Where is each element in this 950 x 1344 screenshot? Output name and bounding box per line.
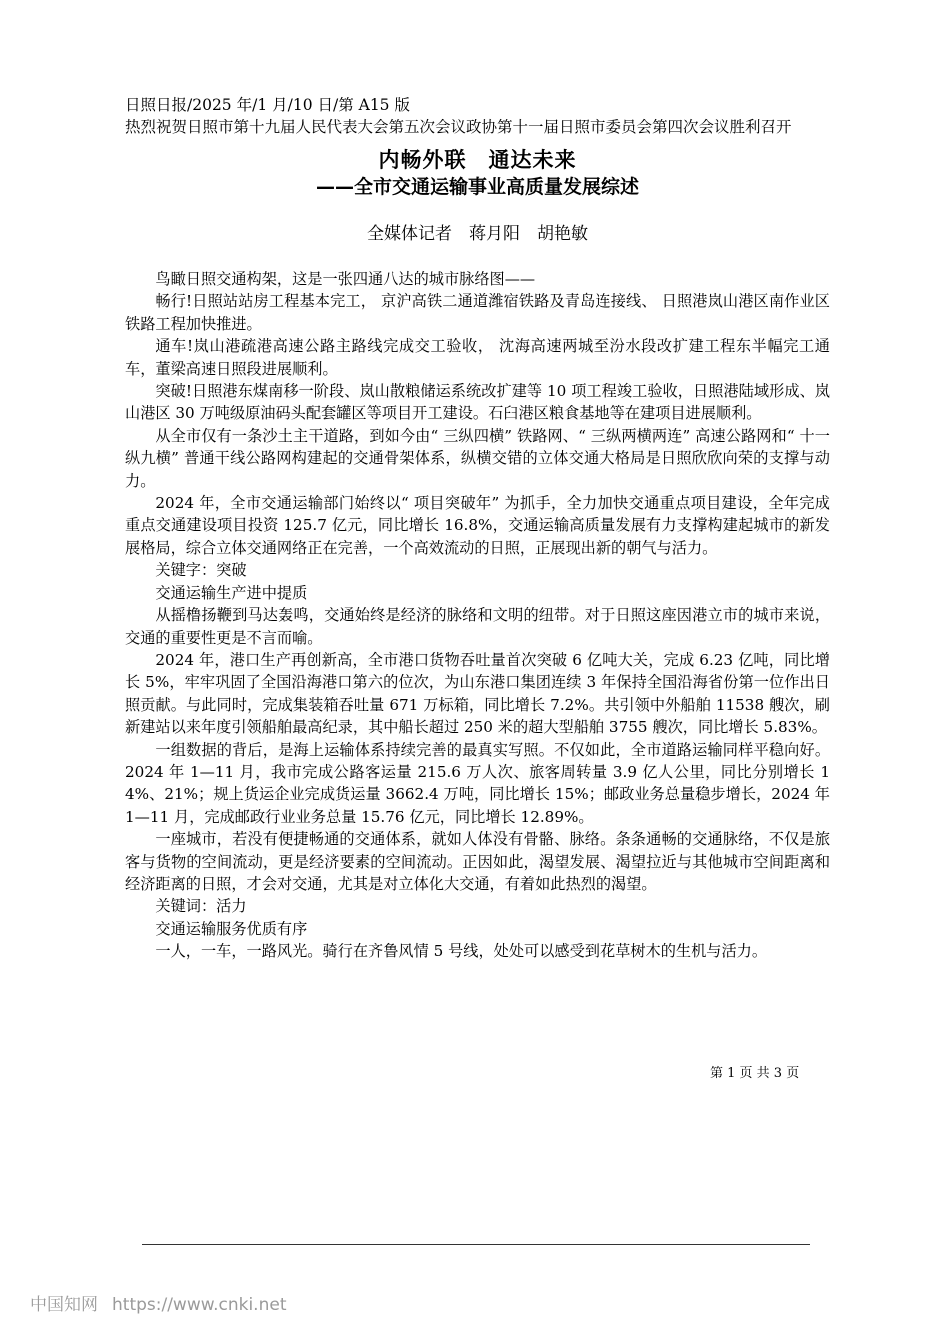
paragraph: 鸟瞰日照交通构架，这是一张四通八达的城市脉络图—— xyxy=(155,270,536,288)
article-body xyxy=(125,268,830,963)
paragraph: 突破!日照港东煤南移一阶段、岚山散粮储运系统改扩建等 10 项工程竣工验收，日照港陆域形成、岚山港区 30 万吨级原油码头配套罐区等项目开工建设。石臼港区粮食基地等在建项目进展顺利。 xyxy=(125,382,830,423)
watermark-brand: 中国知网 xyxy=(30,1295,98,1315)
document-page xyxy=(125,94,830,963)
footer-divider xyxy=(142,1244,810,1245)
paragraph: 一座城市，若没有便捷畅通的交通体系，就如人体没有骨骼、脉络。条条通畅的交通脉络，不仅是旅客与货物的空间流动，更是经济要素的空间流动。正因如此，渴望发展、渴望拉近与其他城市空间距离和经济距离的日照，才会对交通，尤其是对立体化大交通，有着如此热烈的渴望。 xyxy=(125,830,830,893)
paragraph: 畅行!日照站站房工程基本完工， 京沪高铁二通道潍宿铁路及青岛连接线、 日照港岚山港区南作业区铁路工程加快推进。 xyxy=(125,292,830,333)
paragraph: 2024 年，港口生产再创新高，全市港口货物吞吐量首次突破 6 亿吨大关，完成 6.23 亿吨，同比增长 5%，牢牢巩固了全国沿海港口第六的位次，为山东港口集团连续 3 年保持全国沿海省份第一位作出日照贡献。与此同时，完成集装箱吞吐量 671 万标箱，同比增长 7.2%。共引领中外船舶 11538 艘次，刷新建站以来年度引领船舶最高纪录，其中船长超过 250 米的超大型船舶 3755 艘次，同比增长 5.83%。 xyxy=(125,650,830,737)
keyword-heading: 关键字：突破 xyxy=(155,561,247,580)
watermark-url: https://www.cnki.net xyxy=(112,1295,287,1315)
page-number: 第 1 页 共 3 页 xyxy=(710,1066,800,1081)
cnki-watermark xyxy=(30,1294,300,1316)
article-subtitle: ——全市交通运输事业高质量发展综述 xyxy=(315,176,639,198)
banner-line: 热烈祝贺日照市第十九届人民代表大会第五次会议政协第十一届日照市委员会第四次会议胜利召开 xyxy=(125,118,792,136)
article-title: 内畅外联 通达未来 xyxy=(378,148,577,172)
paragraph: 通车!岚山港疏港高速公路主路线完成交工验收， 沈海高速两城至汾水段改扩建工程东半幅完工通车，董梁高速日照段进展顺利。 xyxy=(125,337,830,378)
byline: 全媒体记者 蒋月阳 胡艳敏 xyxy=(367,224,588,244)
section-heading: 交通运输生产进中提质 xyxy=(155,583,308,602)
section-heading: 交通运输服务优质有序 xyxy=(155,919,308,938)
paragraph: 2024 年，全市交通运输部门始终以“ 项目突破年” 为抓手，全力加快交通重点项目建设，全年完成重点交通建设项目投资 125.7 亿元，同比增长 16.8%，交通运输高质量发展有力支撑构建起城市的新发展格局，综合立体交通网络正在完善，一个高效流动的日照，正展现出新的朝气与活力。 xyxy=(125,494,830,557)
source-line: 日照日报/2025 年/1 月/10 日/第 A15 版 xyxy=(125,96,410,114)
keyword-heading: 关键词：活力 xyxy=(155,897,247,916)
paragraph: 从全市仅有一条沙土主干道路，到如今由“ 三纵四横” 铁路网、“ 三纵两横两连” 高速公路网和“ 十一纵九横” 普通干线公路网构建起的交通骨架体系，纵横交错的立体交通大格局是日照欣欣向荣的支撑与动力。 xyxy=(125,426,830,490)
paragraph: 一人，一车，一路风光。骑行在齐鲁风情 5 号线，处处可以感受到花草树木的生机与活力。 xyxy=(155,942,768,961)
paragraph: 从摇橹扬鞭到马达轰鸣，交通始终是经济的脉络和文明的纽带。对于日照这座因港立市的城市来说，交通的重要性更是不言而喻。 xyxy=(125,606,830,647)
paragraph: 一组数据的背后，是海上运输体系持续完善的最真实写照。不仅如此，全市道路运输同样平稳向好。2024 年 1—11 月，我市完成公路客运量 215.6 万人次、旅客周转量 3.9 亿人公里，同比分别增长 14%、21%；规上货运企业完成货运量 3662.4 万吨，同比增长 15%；邮政业务总量稳步增长，2024 年 1—11 月，完成邮政行业业务总量 15.76 亿元，同比增长 12.89%。 xyxy=(125,740,830,826)
